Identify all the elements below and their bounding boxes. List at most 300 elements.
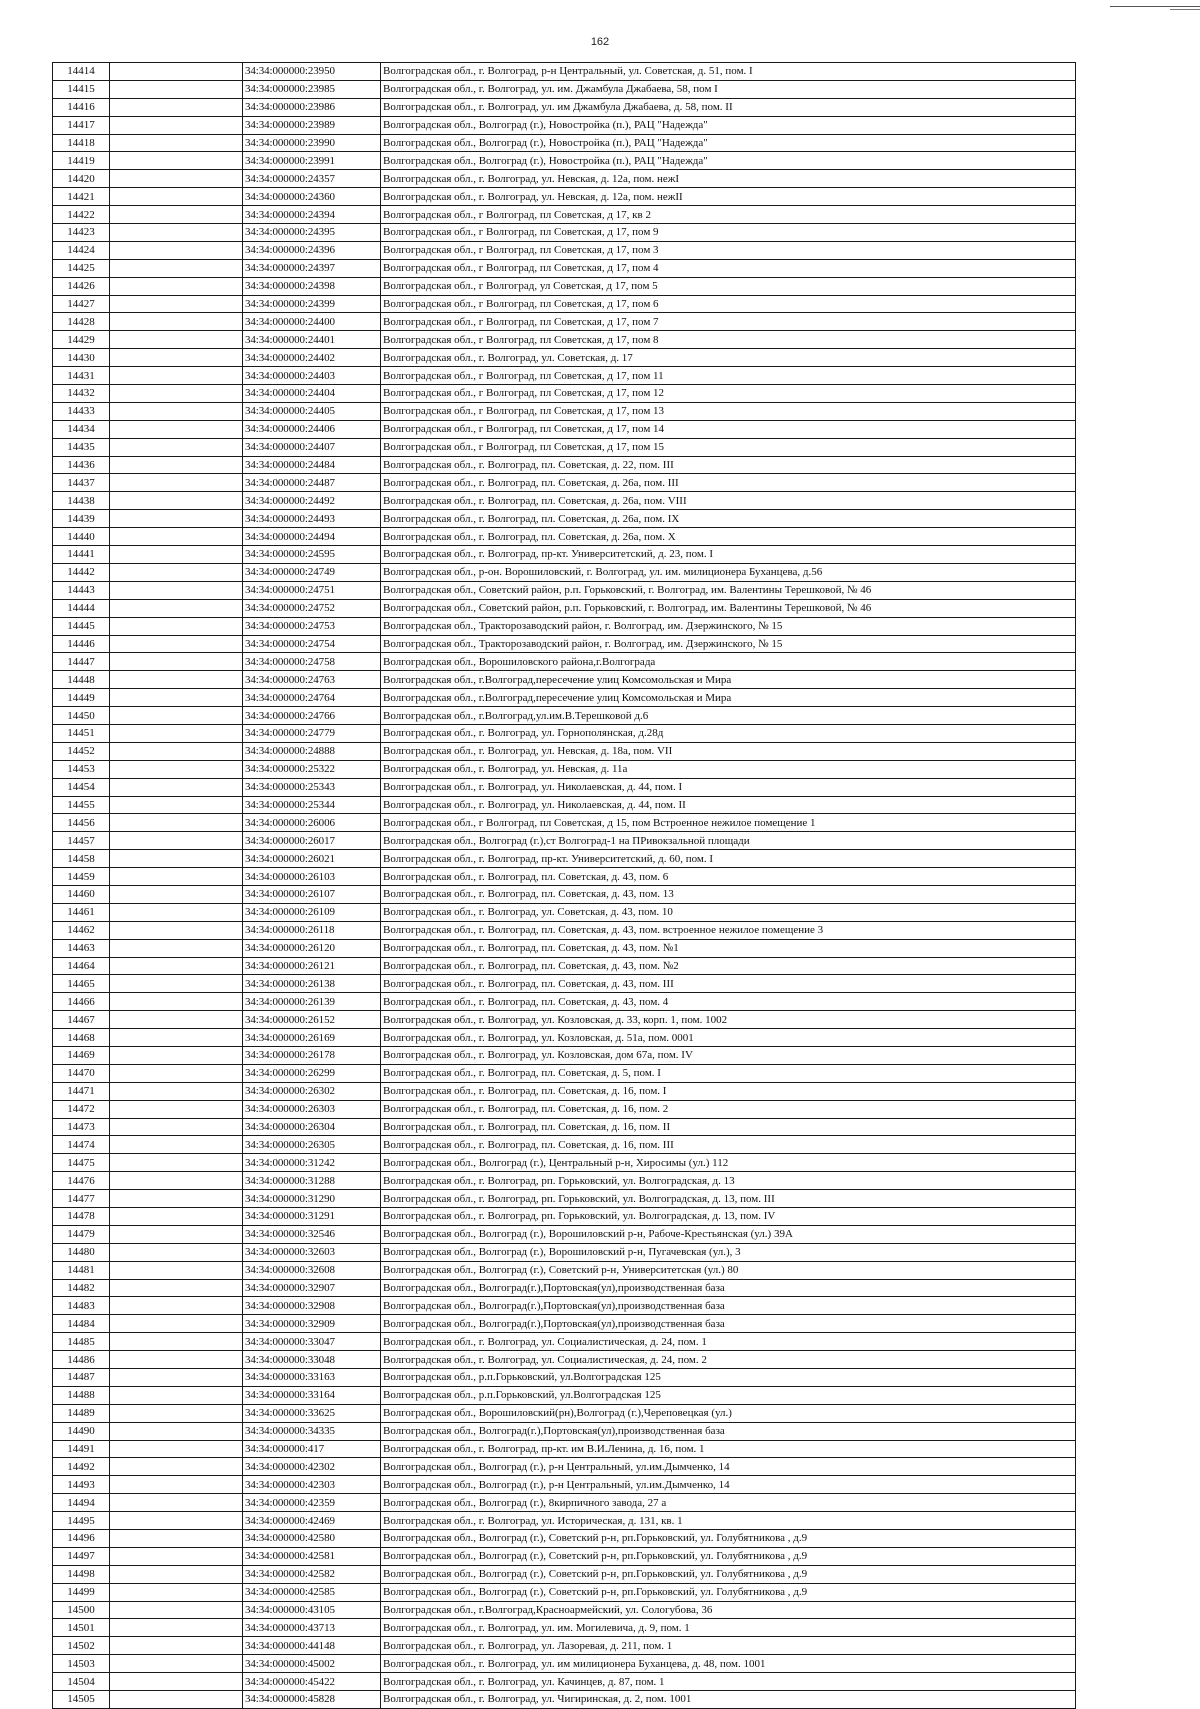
address: Волгоградская обл., г. Волгоград, пл. Советская, д. 43, пом. 6 — [381, 868, 1076, 886]
cadastral-number: 34:34:000000:23990 — [243, 134, 381, 152]
empty-cell — [110, 546, 243, 564]
table-row — [53, 707, 1076, 725]
address: Волгоградская обл., г. Волгоград, ул. им. Могилевича, д. 9, пом. 1 — [381, 1619, 1076, 1637]
empty-cell — [110, 957, 243, 975]
row-number: 14449 — [53, 689, 110, 707]
address: Волгоградская обл., г. Волгоград, пл. Советская, д. 16, пом. III — [381, 1136, 1076, 1154]
table-row — [53, 259, 1076, 277]
cadastral-number: 34:34:000000:24397 — [243, 259, 381, 277]
cadastral-number: 34:34:000000:45002 — [243, 1655, 381, 1673]
empty-cell — [110, 152, 243, 170]
table-row — [53, 63, 1076, 81]
table-row — [53, 98, 1076, 116]
table-row — [53, 563, 1076, 581]
table-row — [53, 1243, 1076, 1261]
table-row — [53, 1530, 1076, 1548]
row-number: 14488 — [53, 1386, 110, 1404]
cadastral-number: 34:34:000000:26169 — [243, 1029, 381, 1047]
cadastral-number: 34:34:000000:26103 — [243, 868, 381, 886]
cadastral-number: 34:34:000000:24754 — [243, 635, 381, 653]
row-number: 14475 — [53, 1154, 110, 1172]
empty-cell — [110, 492, 243, 510]
empty-cell — [110, 1351, 243, 1369]
empty-cell — [110, 331, 243, 349]
row-number: 14491 — [53, 1440, 110, 1458]
address: Волгоградская обл., г Волгоград, пл Советская, д 15, пом Встроенное нежилое помещение 1 — [381, 814, 1076, 832]
address: Волгоградская обл., г Волгоград, пл Советская, д 17, пом 13 — [381, 402, 1076, 420]
row-number: 14490 — [53, 1422, 110, 1440]
address: Волгоградская обл., г. Волгоград, пл. Советская, д. 26а, пом. VIII — [381, 492, 1076, 510]
row-number: 14484 — [53, 1315, 110, 1333]
empty-cell — [110, 259, 243, 277]
table-row — [53, 724, 1076, 742]
cadastral-number: 34:34:000000:24400 — [243, 313, 381, 331]
row-number: 14453 — [53, 760, 110, 778]
row-number: 14500 — [53, 1601, 110, 1619]
cadastral-number: 34:34:000000:42302 — [243, 1458, 381, 1476]
table-row — [53, 492, 1076, 510]
address: Волгоградская обл., г. Волгоград, пл. Советская, д. 43, пом. III — [381, 975, 1076, 993]
table-row — [53, 903, 1076, 921]
address: Волгоградская обл., г. Волгоград, ул. Козловская, д. 33, корп. 1, пом. 1002 — [381, 1011, 1076, 1029]
empty-cell — [110, 1476, 243, 1494]
table-row — [53, 957, 1076, 975]
address: Волгоградская обл., г. Волгоград, ул. Качинцев, д. 87, пом. 1 — [381, 1673, 1076, 1691]
empty-cell — [110, 474, 243, 492]
address: Волгоградская обл., г. Волгоград, р-н Центральный, ул. Советская, д. 51, пом. I — [381, 63, 1076, 81]
address: Волгоградская обл., Волгоград(г.),Портовская(ул),производственная база — [381, 1315, 1076, 1333]
row-number: 14485 — [53, 1333, 110, 1351]
empty-cell — [110, 635, 243, 653]
empty-cell — [110, 1136, 243, 1154]
address: Волгоградская обл., г. Волгоград, пр-кт. Университетский, д. 60, пом. I — [381, 850, 1076, 868]
registry-table — [52, 62, 1076, 1709]
row-number: 14470 — [53, 1064, 110, 1082]
table-row — [53, 206, 1076, 224]
cadastral-number: 34:34:000000:24752 — [243, 599, 381, 617]
address: Волгоградская обл., г.Волгоград,пересечение улиц Комсомольская и Мира — [381, 689, 1076, 707]
table-row — [53, 1619, 1076, 1637]
address: Волгоградская обл., Волгоград (г.), р-н Центральный, ул.им.Дымченко, 14 — [381, 1458, 1076, 1476]
cadastral-number: 34:34:000000:24394 — [243, 206, 381, 224]
row-number: 14450 — [53, 707, 110, 725]
empty-cell — [110, 277, 243, 295]
empty-cell — [110, 832, 243, 850]
row-number: 14438 — [53, 492, 110, 510]
cadastral-number: 34:34:000000:33625 — [243, 1404, 381, 1422]
table-row — [53, 188, 1076, 206]
address: Волгоградская обл., г. Волгоград, пл. Советская, д. 16, пом. II — [381, 1118, 1076, 1136]
cadastral-number: 34:34:000000:26109 — [243, 903, 381, 921]
cadastral-number: 34:34:000000:26021 — [243, 850, 381, 868]
row-number: 14417 — [53, 116, 110, 134]
address: Волгоградская обл., г. Волгоград, ул. Козловская, дом 67а, пом. IV — [381, 1046, 1076, 1064]
cadastral-number: 34:34:000000:25322 — [243, 760, 381, 778]
address: Волгоградская обл., г Волгоград, пл Советская, д 17, пом 8 — [381, 331, 1076, 349]
cadastral-number: 34:34:000000:26299 — [243, 1064, 381, 1082]
empty-cell — [110, 1494, 243, 1512]
table-row — [53, 635, 1076, 653]
table-row — [53, 1279, 1076, 1297]
table-row — [53, 1190, 1076, 1208]
empty-cell — [110, 599, 243, 617]
row-number: 14424 — [53, 241, 110, 259]
row-number: 14430 — [53, 349, 110, 367]
address: Волгоградская обл., г. Волгоград, ул. Невская, д. 12а, пом. нежII — [381, 188, 1076, 206]
address: Волгоградская обл., г. Волгоград, пр-кт. им В.И.Ленина, д. 16, пом. 1 — [381, 1440, 1076, 1458]
row-number: 14448 — [53, 671, 110, 689]
row-number: 14435 — [53, 438, 110, 456]
cadastral-number: 34:34:000000:24360 — [243, 188, 381, 206]
empty-cell — [110, 1404, 243, 1422]
empty-cell — [110, 1261, 243, 1279]
empty-cell — [110, 581, 243, 599]
empty-cell — [110, 170, 243, 188]
table-row — [53, 438, 1076, 456]
empty-cell — [110, 420, 243, 438]
row-number: 14459 — [53, 868, 110, 886]
row-number: 14436 — [53, 456, 110, 474]
address: Волгоградская обл., Волгоград (г.), Советский р-н, Университетская (ул.) 80 — [381, 1261, 1076, 1279]
table-row — [53, 1422, 1076, 1440]
row-number: 14426 — [53, 277, 110, 295]
corner-rule — [1110, 6, 1200, 7]
cadastral-number: 34:34:000000:26120 — [243, 939, 381, 957]
row-number: 14478 — [53, 1208, 110, 1226]
address: Волгоградская обл., Волгоград (г.),ст Волгоград-1 на ПРивокзальной площади — [381, 832, 1076, 850]
empty-cell — [110, 1691, 243, 1709]
row-number: 14473 — [53, 1118, 110, 1136]
address: Волгоградская обл., г. Волгоград, пл. Советская, д. 26а, пом. III — [381, 474, 1076, 492]
table-row — [53, 868, 1076, 886]
empty-cell — [110, 1011, 243, 1029]
empty-cell — [110, 528, 243, 546]
address: Волгоградская обл., Волгоград(г.),Портовская(ул),производственная база — [381, 1422, 1076, 1440]
cadastral-number: 34:34:000000:32907 — [243, 1279, 381, 1297]
address: Волгоградская обл., Волгоград(г.),Портовская(ул),производственная база — [381, 1279, 1076, 1297]
cadastral-number: 34:34:000000:24764 — [243, 689, 381, 707]
address: Волгоградская обл., г. Волгоград, ул. Козловская, д. 51а, пом. 0001 — [381, 1029, 1076, 1047]
row-number: 14482 — [53, 1279, 110, 1297]
row-number: 14420 — [53, 170, 110, 188]
cadastral-number: 34:34:000000:23989 — [243, 116, 381, 134]
empty-cell — [110, 563, 243, 581]
empty-cell — [110, 1315, 243, 1333]
table-row — [53, 975, 1076, 993]
row-number: 14445 — [53, 617, 110, 635]
table-row — [53, 921, 1076, 939]
address: Волгоградская обл., г.Волгоград,пересечение улиц Комсомольская и Мира — [381, 671, 1076, 689]
cadastral-number: 34:34:000000:45422 — [243, 1673, 381, 1691]
table-row — [53, 760, 1076, 778]
address: Волгоградская обл., Советский район, р.п. Горьковский, г. Волгоград, им. Валентины Терешковой, № 46 — [381, 581, 1076, 599]
row-number: 14451 — [53, 724, 110, 742]
row-number: 14496 — [53, 1530, 110, 1548]
empty-cell — [110, 349, 243, 367]
table-row — [53, 1315, 1076, 1333]
address: Волгоградская обл., г. Волгоград, ул. Социалистическая, д. 24, пом. 1 — [381, 1333, 1076, 1351]
table-row — [53, 653, 1076, 671]
address: Волгоградская обл., г. Волгоград, пл. Советская, д. 26а, пом. X — [381, 528, 1076, 546]
row-number: 14429 — [53, 331, 110, 349]
cadastral-number: 34:34:000000:26006 — [243, 814, 381, 832]
table-row — [53, 1369, 1076, 1387]
empty-cell — [110, 402, 243, 420]
cadastral-number: 34:34:000000:26304 — [243, 1118, 381, 1136]
address: Волгоградская обл., Волгоград (г.), Центральный р-н, Хиросимы (ул.) 112 — [381, 1154, 1076, 1172]
row-number: 14476 — [53, 1172, 110, 1190]
table-row — [53, 1601, 1076, 1619]
cadastral-number: 34:34:000000:45828 — [243, 1691, 381, 1709]
empty-cell — [110, 1673, 243, 1691]
empty-cell — [110, 510, 243, 528]
cadastral-number: 34:34:000000:32603 — [243, 1243, 381, 1261]
table-row — [53, 581, 1076, 599]
address: Волгоградская обл., г. Волгоград, ул. Невская, д. 18а, пом. VII — [381, 742, 1076, 760]
table-row — [53, 1547, 1076, 1565]
address: Волгоградская обл., Волгоград(г.),Портовская(ул),производственная база — [381, 1297, 1076, 1315]
empty-cell — [110, 689, 243, 707]
row-number: 14442 — [53, 563, 110, 581]
address: Волгоградская обл., г Волгоград, пл Советская, д 17, пом 7 — [381, 313, 1076, 331]
row-number: 14422 — [53, 206, 110, 224]
cadastral-number: 34:34:000000:24398 — [243, 277, 381, 295]
table-row — [53, 742, 1076, 760]
cadastral-number: 34:34:000000:23950 — [243, 63, 381, 81]
cadastral-number: 34:34:000000:25343 — [243, 778, 381, 796]
empty-cell — [110, 975, 243, 993]
empty-cell — [110, 1530, 243, 1548]
address: Волгоградская обл., г. Волгоград, ул. Невская, д. 12а, пом. нежI — [381, 170, 1076, 188]
cadastral-number: 34:34:000000:24493 — [243, 510, 381, 528]
row-number: 14452 — [53, 742, 110, 760]
empty-cell — [110, 1100, 243, 1118]
empty-cell — [110, 241, 243, 259]
row-number: 14432 — [53, 385, 110, 403]
table-row — [53, 546, 1076, 564]
row-number: 14499 — [53, 1583, 110, 1601]
address: Волгоградская обл., Тракторозаводский район, г. Волгоград, им. Дзержинского, № 15 — [381, 617, 1076, 635]
cadastral-number: 34:34:000000:24779 — [243, 724, 381, 742]
table-row — [53, 599, 1076, 617]
table-row — [53, 528, 1076, 546]
empty-cell — [110, 116, 243, 134]
cadastral-number: 34:34:000000:32909 — [243, 1315, 381, 1333]
table-row — [53, 1136, 1076, 1154]
table-row — [53, 1208, 1076, 1226]
cadastral-number: 34:34:000000:24401 — [243, 331, 381, 349]
address: Волгоградская обл., г Волгоград, пл Советская, д 17, пом 6 — [381, 295, 1076, 313]
address: Волгоградская обл., Ворошиловский(рн),Волгоград (г.),Череповецкая (ул.) — [381, 1404, 1076, 1422]
row-number: 14437 — [53, 474, 110, 492]
cadastral-number: 34:34:000000:24888 — [243, 742, 381, 760]
cadastral-number: 34:34:000000:24763 — [243, 671, 381, 689]
address: Волгоградская обл., р.п.Горьковский, ул.Волгоградская 125 — [381, 1386, 1076, 1404]
table-row — [53, 224, 1076, 242]
table-row — [53, 420, 1076, 438]
row-number: 14471 — [53, 1082, 110, 1100]
table-row — [53, 689, 1076, 707]
address: Волгоградская обл., Волгоград (г.), Новостройка (п.), РАЦ "Надежда" — [381, 116, 1076, 134]
address: Волгоградская обл., г.Волгоград,Красноармейский, ул. Сологубова, 36 — [381, 1601, 1076, 1619]
row-number: 14492 — [53, 1458, 110, 1476]
empty-cell — [110, 1064, 243, 1082]
cadastral-number: 34:34:000000:24487 — [243, 474, 381, 492]
address: Волгоградская обл., г. Волгоград, рп. Горьковский, ул. Волгоградская, д. 13, пом. III — [381, 1190, 1076, 1208]
cadastral-number: 34:34:000000:24749 — [243, 563, 381, 581]
cadastral-number: 34:34:000000:25344 — [243, 796, 381, 814]
table-row — [53, 80, 1076, 98]
row-number: 14472 — [53, 1100, 110, 1118]
row-number: 14428 — [53, 313, 110, 331]
cadastral-number: 34:34:000000:31290 — [243, 1190, 381, 1208]
row-number: 14456 — [53, 814, 110, 832]
table-row — [53, 1082, 1076, 1100]
row-number: 14481 — [53, 1261, 110, 1279]
cadastral-number: 34:34:000000:26178 — [243, 1046, 381, 1064]
address: Волгоградская обл., р-он. Ворошиловский, г. Волгоград, ул. им. милиционера Буханцева, д.56 — [381, 563, 1076, 581]
cadastral-number: 34:34:000000:31288 — [243, 1172, 381, 1190]
cadastral-number: 34:34:000000:26152 — [243, 1011, 381, 1029]
empty-cell — [110, 295, 243, 313]
empty-cell — [110, 456, 243, 474]
empty-cell — [110, 1601, 243, 1619]
row-number: 14446 — [53, 635, 110, 653]
cadastral-number: 34:34:000000:24402 — [243, 349, 381, 367]
cadastral-number: 34:34:000000:42582 — [243, 1565, 381, 1583]
empty-cell — [110, 188, 243, 206]
empty-cell — [110, 671, 243, 689]
cadastral-number: 34:34:000000:24766 — [243, 707, 381, 725]
row-number: 14461 — [53, 903, 110, 921]
cadastral-number: 34:34:000000:31242 — [243, 1154, 381, 1172]
empty-cell — [110, 760, 243, 778]
empty-cell — [110, 134, 243, 152]
empty-cell — [110, 742, 243, 760]
address: Волгоградская обл., г. Волгоград, ул. Советская, д. 17 — [381, 349, 1076, 367]
table-row — [53, 1404, 1076, 1422]
row-number: 14480 — [53, 1243, 110, 1261]
address: Волгоградская обл., г. Волгоград, рп. Горьковский, ул. Волгоградская, д. 13, пом. IV — [381, 1208, 1076, 1226]
table-row — [53, 510, 1076, 528]
cadastral-number: 34:34:000000:24484 — [243, 456, 381, 474]
cadastral-number: 34:34:000000:24407 — [243, 438, 381, 456]
table-row — [53, 367, 1076, 385]
table-row — [53, 402, 1076, 420]
table-row — [53, 778, 1076, 796]
table-row — [53, 1476, 1076, 1494]
address: Волгоградская обл., Волгоград (г.), Ворошиловский р-н, Рабоче-Крестьянская (ул.) 39А — [381, 1225, 1076, 1243]
address: Волгоградская обл., Волгоград (г.), 8кирпичного завода, 27 а — [381, 1494, 1076, 1512]
address: Волгоградская обл., Волгоград (г.), Новостройка (п.), РАЦ "Надежда" — [381, 152, 1076, 170]
address: Волгоградская обл., г. Волгоград, пл. Советская, д. 22, пом. III — [381, 456, 1076, 474]
table-row — [53, 850, 1076, 868]
address: Волгоградская обл., г. Волгоград, пл. Советская, д. 26а, пом. IX — [381, 510, 1076, 528]
empty-cell — [110, 1369, 243, 1387]
row-number: 14504 — [53, 1673, 110, 1691]
cadastral-number: 34:34:000000:42585 — [243, 1583, 381, 1601]
cadastral-number: 34:34:000000:24753 — [243, 617, 381, 635]
address: Волгоградская обл., г Волгоград, пл Советская, д 17, кв 2 — [381, 206, 1076, 224]
address: Волгоградская обл., г Волгоград, пл Советская, д 17, пом 3 — [381, 241, 1076, 259]
table-row — [53, 617, 1076, 635]
empty-cell — [110, 903, 243, 921]
address: Волгоградская обл., г. Волгоград, ул. Николаевская, д. 44, пом. II — [381, 796, 1076, 814]
address: Волгоградская обл., р.п.Горьковский, ул.Волгоградская 125 — [381, 1369, 1076, 1387]
empty-cell — [110, 1118, 243, 1136]
empty-cell — [110, 1046, 243, 1064]
address: Волгоградская обл., г Волгоград, ул Советская, д 17, пом 5 — [381, 277, 1076, 295]
table-row — [53, 1064, 1076, 1082]
cadastral-number: 34:34:000000:24404 — [243, 385, 381, 403]
row-number: 14418 — [53, 134, 110, 152]
empty-cell — [110, 993, 243, 1011]
row-number: 14421 — [53, 188, 110, 206]
cadastral-number: 34:34:000000:24399 — [243, 295, 381, 313]
table-row — [53, 1100, 1076, 1118]
empty-cell — [110, 313, 243, 331]
cadastral-number: 34:34:000000:32908 — [243, 1297, 381, 1315]
address: Волгоградская обл., г Волгоград, пл Советская, д 17, пом 12 — [381, 385, 1076, 403]
empty-cell — [110, 724, 243, 742]
table-row — [53, 116, 1076, 134]
table-row — [53, 832, 1076, 850]
address: Волгоградская обл., г. Волгоград, пл. Советская, д. 43, пом. №1 — [381, 939, 1076, 957]
cadastral-number: 34:34:000000:32608 — [243, 1261, 381, 1279]
table-row — [53, 885, 1076, 903]
cadastral-number: 34:34:000000:23991 — [243, 152, 381, 170]
table-row — [53, 939, 1076, 957]
row-number: 14465 — [53, 975, 110, 993]
table-row — [53, 1172, 1076, 1190]
address: Волгоградская обл., Волгоград (г.), Советский р-н, рп.Горьковский, ул. Голубятникова , д.9 — [381, 1583, 1076, 1601]
row-number: 14423 — [53, 224, 110, 242]
cadastral-number: 34:34:000000:24758 — [243, 653, 381, 671]
empty-cell — [110, 921, 243, 939]
table-row — [53, 1154, 1076, 1172]
table-row — [53, 1637, 1076, 1655]
empty-cell — [110, 1297, 243, 1315]
cadastral-number: 34:34:000000:26118 — [243, 921, 381, 939]
address: Волгоградская обл., Волгоград (г.), Ворошиловский р-н, Пугачевская (ул.), 3 — [381, 1243, 1076, 1261]
cadastral-number: 34:34:000000:24492 — [243, 492, 381, 510]
empty-cell — [110, 885, 243, 903]
row-number: 14457 — [53, 832, 110, 850]
row-number: 14493 — [53, 1476, 110, 1494]
cadastral-number: 34:34:000000:24357 — [243, 170, 381, 188]
empty-cell — [110, 1619, 243, 1637]
address: Волгоградская обл., г Волгоград, пл Советская, д 17, пом 11 — [381, 367, 1076, 385]
row-number: 14458 — [53, 850, 110, 868]
row-number: 14463 — [53, 939, 110, 957]
empty-cell — [110, 367, 243, 385]
cadastral-number: 34:34:000000:24406 — [243, 420, 381, 438]
row-number: 14439 — [53, 510, 110, 528]
empty-cell — [110, 1512, 243, 1530]
table-row — [53, 1691, 1076, 1709]
cadastral-number: 34:34:000000:23986 — [243, 98, 381, 116]
row-number: 14497 — [53, 1547, 110, 1565]
empty-cell — [110, 707, 243, 725]
table-row — [53, 1029, 1076, 1047]
row-number: 14498 — [53, 1565, 110, 1583]
cadastral-number: 34:34:000000:34335 — [243, 1422, 381, 1440]
row-number: 14425 — [53, 259, 110, 277]
table-row — [53, 1655, 1076, 1673]
address: Волгоградская обл., г. Волгоград, ул. им милиционера Буханцева, д. 48, пом. 1001 — [381, 1655, 1076, 1673]
row-number: 14502 — [53, 1637, 110, 1655]
address: Волгоградская обл., г Волгоград, пл Советская, д 17, пом 4 — [381, 259, 1076, 277]
